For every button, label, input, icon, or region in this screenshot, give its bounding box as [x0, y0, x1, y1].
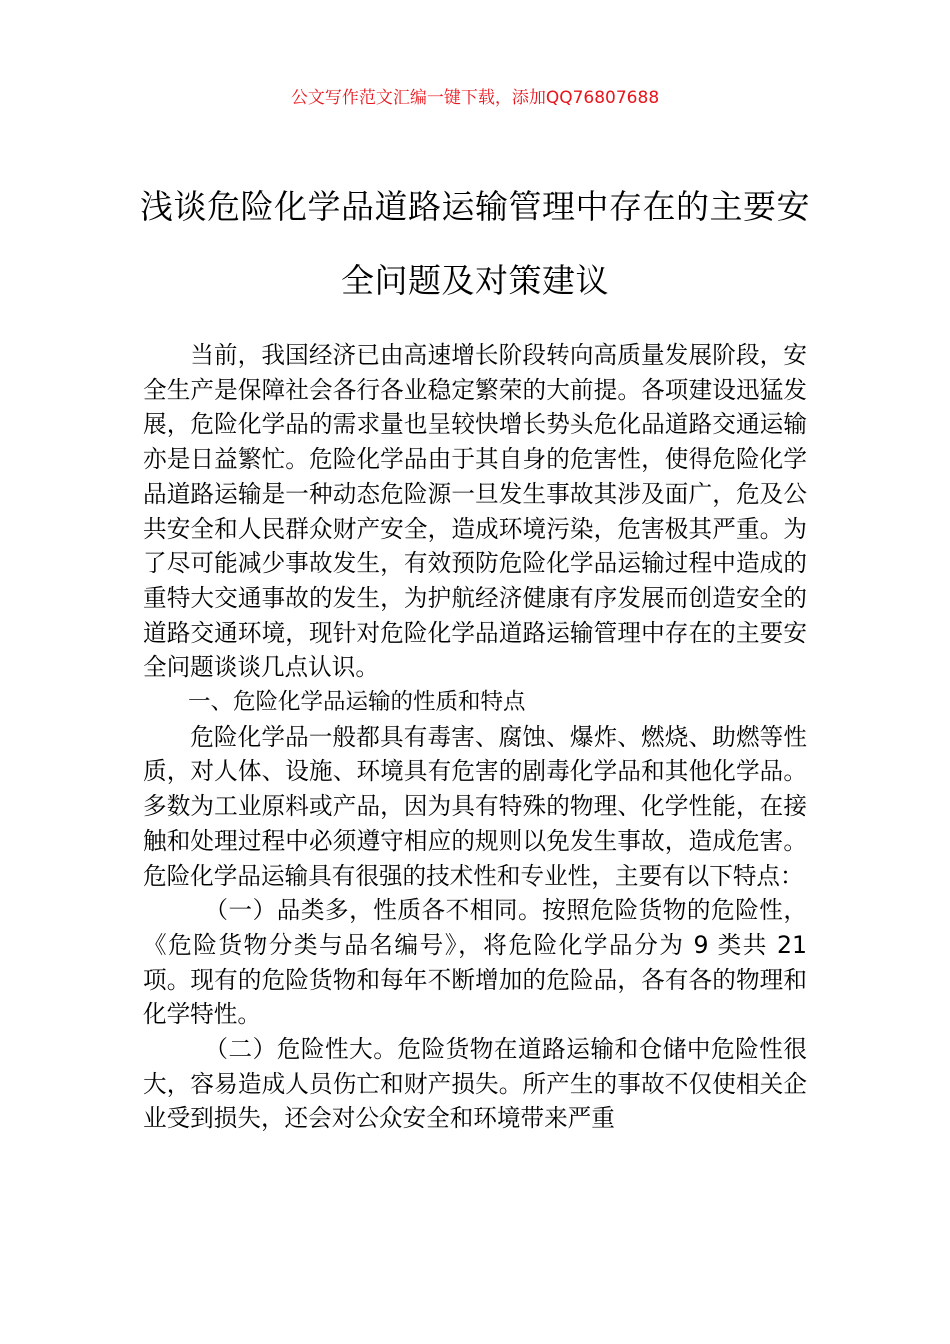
intro-paragraph: 当前，我国经济已由高速增长阶段转向高质量发展阶段，安全生产是保障社会各行各业稳定繁荣的大前提。各项建设迅猛发展，危险化学品的需求量也呈较快增长势头危化品道路交通运输亦是日益繁忙。危险化学品由于其自身的危害性，使得危险化学品道路运输是一种动态危险源一旦发生事故其涉及面广，危及公共安全和人民群众财产安全，造成环境污染，危害极其严重。为了尽可能减少事故发生，有效预防危险化学品运输过程中造成的重特大交通事故的发生，为护航经济健康有序发展而创造安全的道路交通环境，现针对危险化学品道路运输管理中存在的主要安全问题谈谈几点认识。 [143, 341, 807, 682]
document-title: 浅谈危险化学品道路运输管理中存在的主要安全问题及对策建议 [140, 187, 810, 300]
body-paragraph: 危险化学品一般都具有毒害、腐蚀、爆炸、燃烧、助燃等性质，对人体、设施、环境具有危害的剧毒化学品和其他化学品。多数为工业原料或产品，因为具有特殊的物理、化学性能，在接触和处理过程中必须遵守相应的规则以免发生事故，造成危害。危险化学品运输具有很强的技术性和专业性，主要有以下特点： [143, 722, 807, 890]
section-heading: 一、危险化学品运输的性质和特点 [188, 689, 526, 716]
list-item-paragraph: （一）品类多，性质各不相同。按照危险货物的危险性，《危险货物分类与品名编号》，将危险化学品分为 9 类共 21 项。现有的危险货物和每年不断增加的危险品，各有各的物理和化学特性。 [143, 896, 807, 1029]
download-notice: 公文写作范文汇编一键下载，添加QQ76807688 [290, 88, 660, 108]
document-body [143, 338, 807, 1136]
list-item-paragraph: （二）危险性大。危险货物在道路运输和仓储中危险性很大，容易造成人员伤亡和财产损失。所产生的事故不仅使相关企业受到损失，还会对公众安全和环境带来严重 [143, 1035, 807, 1133]
